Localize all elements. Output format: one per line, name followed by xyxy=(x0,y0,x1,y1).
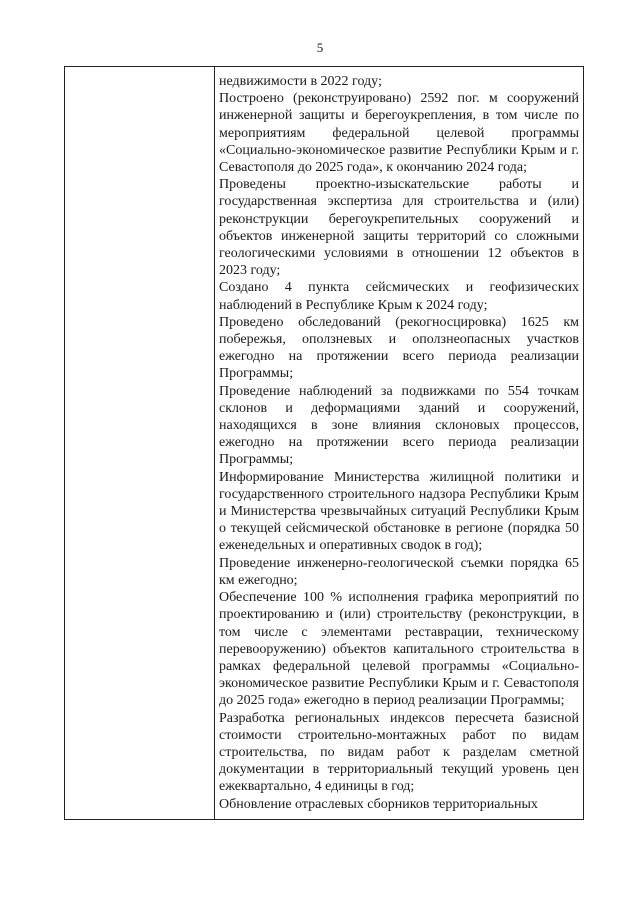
left-column-cell xyxy=(65,67,215,819)
paragraph: Проведено обследований (рекогносцировка) 1625 км побережья, оползневых и оползнеопасных участков ежегодно на протяжении всего периода реализации Программы; xyxy=(219,314,579,382)
page-number: 5 xyxy=(316,40,324,55)
paragraph: Создано 4 пункта сейсмических и геофизических наблюдений в Республике Крым к 2024 году; xyxy=(219,280,579,313)
right-column-cell xyxy=(215,67,583,819)
paragraph: Построено (реконструировано) 2592 пог. м сооружений инженерной защиты и берегоукрепления, в том числе по мероприятиям федеральной целевой программы «Социально-экономическое развитие Республики Крым и г. Севастополя до 2025 года», к окончанию 2024 года; xyxy=(219,91,579,176)
paragraph: Проведение наблюдений за подвижками по 554 точкам склонов и деформациями зданий и сооружений, находящихся в зоне влияния склоновых процессов, ежегодно на протяжении всего периода реализации Программы; xyxy=(219,383,579,468)
paragraph: Информирование Министерства жилищной политики и государственного строительного надзора Республики Крым и Министерства чрезвычайных ситуаций Республики Крым о текущей сейсмической обстановке в регионе (порядка 50 еженедельных и оперативных сводок в год); xyxy=(219,469,579,554)
paragraph: Разработка региональных индексов пересчета базисной стоимости строительно-монтажных работ по видам строительства, по видам работ к разделам сметной документации в территориальный текущий уровень цен ежеквартально, 4 единицы в год; xyxy=(219,710,579,795)
program-table xyxy=(64,66,584,820)
paragraph: недвижимости в 2022 году; xyxy=(219,74,382,89)
paragraph: Обеспечение 100 % исполнения графика мероприятий по проектированию и (или) строительству (реконструкции, в том числе с элементами реставрации, техническому перевооружению) объектов капитального строительства в рамках федеральной целевой программы «Социально-экономическое развитие Республики Крым и г. Севастополя до 2025 года» ежегодно в период реализации Программы; xyxy=(219,590,579,709)
paragraph: Проведение инженерно-геологической съемки порядка 65 км ежегодно; xyxy=(219,555,579,588)
paragraph: Проведены проектно-изыскательские работы и государственная экспертиза для строительства и (или) реконструкции берегоукрепительных сооружений и объектов инженерной защиты территорий со сложными геологическими условиями в отношении 12 объектов в 2023 году; xyxy=(219,177,579,279)
paragraph: Обновление отраслевых сборников территориальных xyxy=(219,796,538,812)
